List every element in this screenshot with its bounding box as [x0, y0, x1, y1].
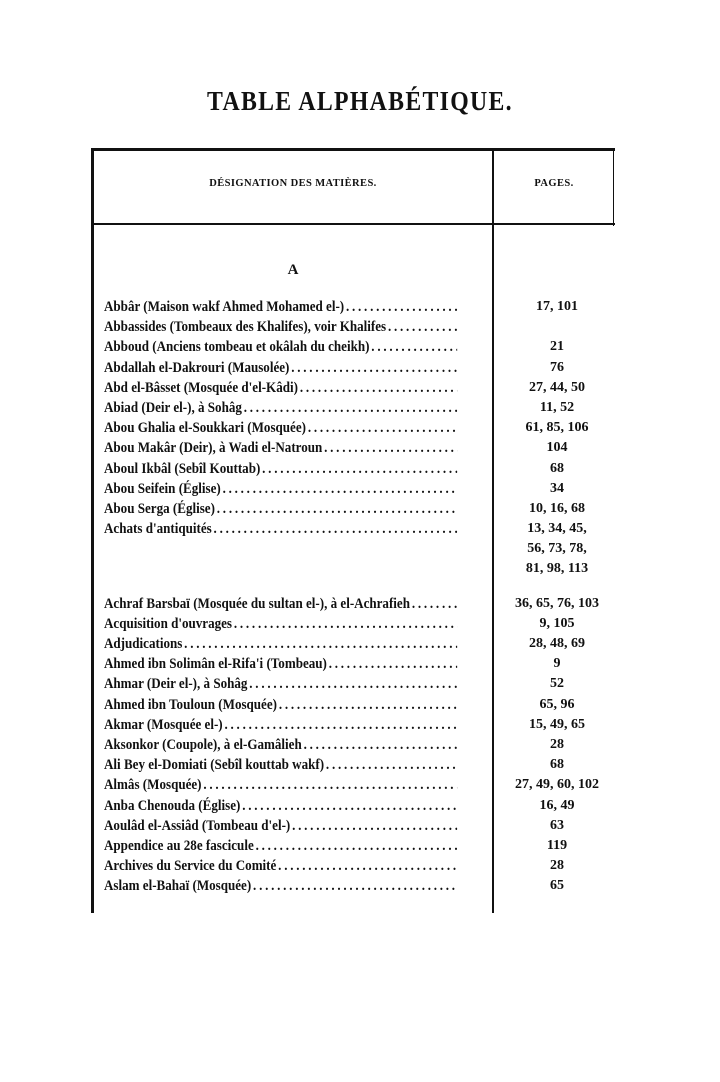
- entry-pages: 76: [550, 359, 564, 375]
- entry-text: Achraf Barsbaï (Mosquée du sultan el-), à el-Achrafieh: [104, 595, 411, 612]
- entry-pages: 27, 44, 50: [529, 379, 585, 395]
- entry-pages: 16, 49: [539, 797, 575, 813]
- index-entry: [0, 836, 720, 856]
- entry-text: Ahmed ibn Touloun (Mosquée): [104, 696, 278, 713]
- entry-text: Ali Bey el-Domiati (Sebîl kouttab wakf): [104, 757, 325, 774]
- leader-dots: [371, 337, 457, 357]
- entry-text: Abbâr (Maison wakf Ahmed Mohamed el-): [104, 299, 345, 315]
- leader-dots: [262, 459, 457, 479]
- entry-pages: 119: [546, 837, 568, 853]
- index-entry: [0, 614, 720, 634]
- leader-dots: [242, 796, 457, 816]
- index-entry: [0, 876, 720, 896]
- page-title: TABLE ALPHABÉTIQUE.: [207, 86, 513, 116]
- entry-text: Abiad (Deir el-), à Sohâg: [104, 399, 242, 416]
- entry-text: Anba Chenouda (Église): [104, 797, 241, 814]
- entry-text: Adjudications: [104, 636, 183, 652]
- entry-pages: 27, 49, 60, 102: [515, 777, 599, 793]
- entry-text: Almâs (Mosquée): [104, 777, 202, 794]
- entry-text: Abboud (Anciens tombeau et okâlah du cheikh): [104, 339, 370, 356]
- entry-pages: 10, 16, 68: [529, 500, 585, 516]
- index-entry: [0, 856, 720, 876]
- entry-text: Abou Serga (Église): [104, 500, 215, 517]
- leader-dots: [278, 856, 457, 876]
- index-entry: [0, 317, 720, 337]
- column-header-pages: PAGES.: [534, 178, 574, 189]
- leader-dots: [234, 614, 457, 634]
- column-header-designation: DÉSIGNATION DES MATIÈRES.: [209, 178, 377, 189]
- entry-text: Akmar (Mosquée el-): [104, 716, 223, 733]
- leader-dots: [329, 654, 458, 674]
- entry-pages: 13, 34, 45,: [527, 521, 587, 537]
- entry-pages: 63: [550, 817, 564, 833]
- entry-list: [0, 297, 720, 896]
- leader-dots: [223, 479, 458, 499]
- entry-pages: 56, 73, 78,: [527, 541, 587, 557]
- entry-pages: 15, 49, 65: [529, 716, 585, 732]
- index-entry: [0, 755, 720, 775]
- index-entry: [0, 297, 720, 317]
- leader-dots: [291, 358, 457, 378]
- index-entry: [0, 715, 720, 735]
- entry-text: Archives du Service du Comité: [104, 858, 277, 875]
- index-entry: [0, 634, 720, 654]
- entry-pages: 34: [550, 480, 564, 496]
- leader-dots: [217, 499, 457, 519]
- entry-pages: 61, 85, 106: [525, 420, 589, 436]
- leader-dots: [203, 775, 457, 795]
- entry-text: Abou Makâr (Deir), à Wadi el-Natroun: [104, 440, 323, 457]
- entry-text: Abdallah el-Dakrouri (Mausolée): [104, 359, 290, 376]
- entry-pages: 28: [550, 858, 564, 874]
- leader-dots: [184, 634, 457, 654]
- entry-text: Aoulâd el-Assiâd (Tombeau d'el-): [104, 817, 291, 834]
- entry-text: Abou Seifein (Église): [104, 480, 221, 497]
- entry-text: Ahmed ibn Solimân el-Rifa'i (Tombeau): [104, 656, 327, 673]
- leader-dots: [346, 297, 457, 317]
- entry-pages: 68: [550, 757, 564, 773]
- index-entry: [0, 499, 720, 519]
- entry-text: Aboul Ikbâl (Sebîl Kouttab): [104, 460, 261, 477]
- leader-dots: [308, 418, 457, 438]
- leader-dots: [214, 519, 458, 539]
- entry-pages: 17, 101: [536, 299, 578, 314]
- leader-dots: [300, 378, 457, 398]
- entry-pages: 65, 96: [539, 696, 575, 712]
- leader-dots: [324, 438, 457, 458]
- index-entry: [0, 438, 720, 458]
- index-entry: [0, 519, 720, 539]
- entry-pages: 52: [550, 676, 564, 692]
- leader-dots: [412, 594, 457, 614]
- spacer: [0, 580, 720, 594]
- index-entry: [0, 398, 720, 418]
- index-entry: [0, 735, 720, 755]
- entry-pages: 68: [550, 460, 564, 476]
- leader-dots: [256, 836, 458, 856]
- section-letter: A: [287, 262, 299, 278]
- entry-pages: 65: [550, 878, 564, 894]
- entry-pages: 21: [550, 339, 564, 355]
- entry-pages: 9, 105: [539, 615, 575, 631]
- index-entry: [0, 358, 720, 378]
- index-entry: [0, 775, 720, 795]
- entry-text: Aslam el-Bahaï (Mosquée): [104, 878, 252, 895]
- index-entry-continuation: [0, 559, 720, 579]
- index-entry-continuation: [0, 539, 720, 559]
- leader-dots: [244, 398, 458, 418]
- leader-dots: [326, 755, 457, 775]
- entry-text: Aksonkor (Coupole), à el-Gamâlieh: [104, 736, 302, 753]
- index-entry: [0, 816, 720, 836]
- entry-pages: 9: [553, 656, 561, 672]
- index-entry: [0, 418, 720, 438]
- entry-pages: 11, 52: [539, 399, 575, 415]
- index-entry: [0, 378, 720, 398]
- leader-dots: [249, 674, 457, 694]
- leader-dots: [253, 876, 457, 896]
- index-entry: [0, 654, 720, 674]
- index-entry: [0, 594, 720, 614]
- entry-pages: 104: [546, 440, 568, 456]
- index-entry: [0, 459, 720, 479]
- entry-text: Appendice au 28e fascicule: [104, 837, 254, 854]
- leader-dots: [388, 317, 457, 337]
- leader-dots: [304, 735, 458, 755]
- entry-text: Ahmar (Deir el-), à Sohâg: [104, 676, 248, 693]
- entry-pages: 36, 65, 76, 103: [515, 595, 599, 611]
- leader-dots: [292, 816, 457, 836]
- index-entry: [0, 337, 720, 357]
- entry-pages: 28, 48, 69: [529, 636, 585, 651]
- entry-pages: 28: [550, 736, 564, 752]
- index-entry: [0, 674, 720, 694]
- entry-text: Achats d'antiquités: [104, 521, 212, 538]
- index-entry: [0, 479, 720, 499]
- index-entry: [0, 695, 720, 715]
- leader-dots: [279, 695, 457, 715]
- entry-text: Abd el-Bâsset (Mosquée d'el-Kâdi): [104, 379, 298, 396]
- leader-dots: [225, 715, 458, 735]
- table-header-rule: [91, 223, 615, 225]
- entry-pages: 81, 98, 113: [525, 561, 589, 577]
- index-entry: [0, 796, 720, 816]
- entry-text: Abbassides (Tombeaux des Khalifes), voir Khalifes: [104, 319, 387, 336]
- entry-text: Abou Ghalia el-Soukkari (Mosquée): [104, 420, 306, 437]
- entry-text: Acquisition d'ouvrages: [104, 615, 233, 632]
